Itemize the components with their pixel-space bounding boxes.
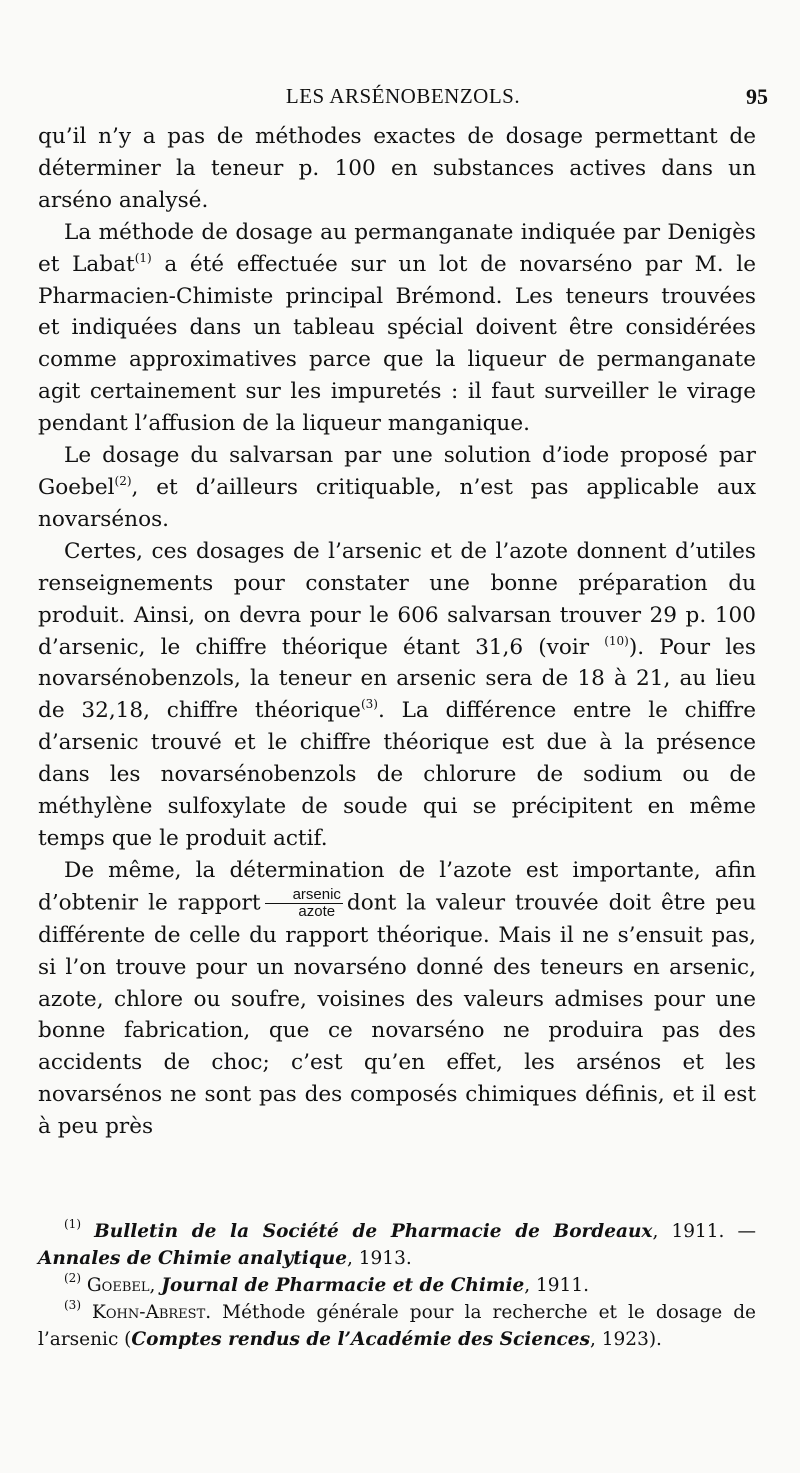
- footnote-3: $^{(3)}$ Kohn-Abrest. Méthode générale pour la recherche et le dosage de l’arsenic (Comptes rendus de l’Académie des Sciences, 1923).: [38, 1298, 756, 1350]
- paragraph-4: Certes, ces dosages de l’arsenic et de l’azote donnent d’utiles renseignements pour constater une bonne préparation du produit. Ainsi, on devra pour le 606 salvarsan trouver 29 p. 100 d’arsenic, le chiffre théorique étant 31,6 (voir $^{(10)}$). Pour les novarsénobenzols, la teneur en arsenic sera de 18 à 21, au lieu de 32,18, chiffre théorique$^{(3)}$. La différence entre le chiffre d’arsenic trouvé et le chiffre théorique est due à la présence dans les novarsénobenzols de chlorure de sodium ou de méthylène sulfoxylate de soude qui se précipitent en même temps que le produit actif.: [38, 538, 756, 851]
- footnote-ref-2: (2): [114, 473, 132, 488]
- footnote-ref-1: (1): [134, 250, 152, 265]
- page-header: [38, 84, 768, 114]
- footnote-1: $^{(1)}$ Bulletin de la Société de Pharmacie de Bordeaux, 1911. — Annales de Chimie analytique, 1913.: [38, 1217, 757, 1269]
- body-text: [38, 121, 756, 1143]
- footnote-ref-3: (3): [360, 697, 378, 712]
- ratio-fraction: [265, 887, 343, 920]
- page-number: 95: [746, 84, 768, 109]
- paragraph-5: De même, la détermination de l’azote est importante, afin d’obtenir le rapport $\frac{\text{arsenic}}{\text{azote}}$ dont la valeur trouvée doit être peu différente de celle du rapport théorique. Mais il ne s’ensuit pas, si l’on trouve pour un novarséno donné des teneurs en arsenic, azote, chlore ou soufre, voisines des valeurs admises pour une bonne fabrication, que ce novarséno ne produira pas des accidents de choc; c’est qu’en effet, les arsénos et les novarsénos ne sont pas des composés chimiques définis, et il est à peu près: [38, 857, 756, 1140]
- footnotes: [38, 1218, 756, 1353]
- paragraph-2: La méthode de dosage au permanganate indiquée par Denigès et Labat$^{(1)}$ a été effectuée sur un lot de novarséno par M. le Pharmacien-Chimiste principal Brémond. Les teneurs trouvées et indiquées dans un tableau spécial doivent être considérées comme approximatives parce que la liqueur de permanganate agit certainement sur les impuretés : il faut surveiller le virage pendant l’affusion de la liqueur manganique.: [38, 219, 756, 437]
- fraction-numerator: arsenic: [265, 887, 343, 904]
- footnote-2: $^{(2)}$ Goebel, Journal de Pharmacie et de Chimie, 1911.: [64, 1271, 589, 1296]
- running-title: LES ARSÉNOBENZOLS.: [285, 84, 521, 108]
- fraction-denominator: azote: [298, 902, 336, 920]
- reference-10: (10): [604, 633, 629, 648]
- paragraph-1: qu’il n’y a pas de méthodes exactes de dosage permettant de déterminer la teneur p. 100 en substances actives dans un arséno analysé.: [38, 124, 756, 213]
- paragraph-3: Le dosage du salvarsan par une solution d’iode proposé par Goebel$^{(2)}$, et d’ailleurs critiquable, n’est pas applicable aux novarsénos.: [38, 443, 756, 532]
